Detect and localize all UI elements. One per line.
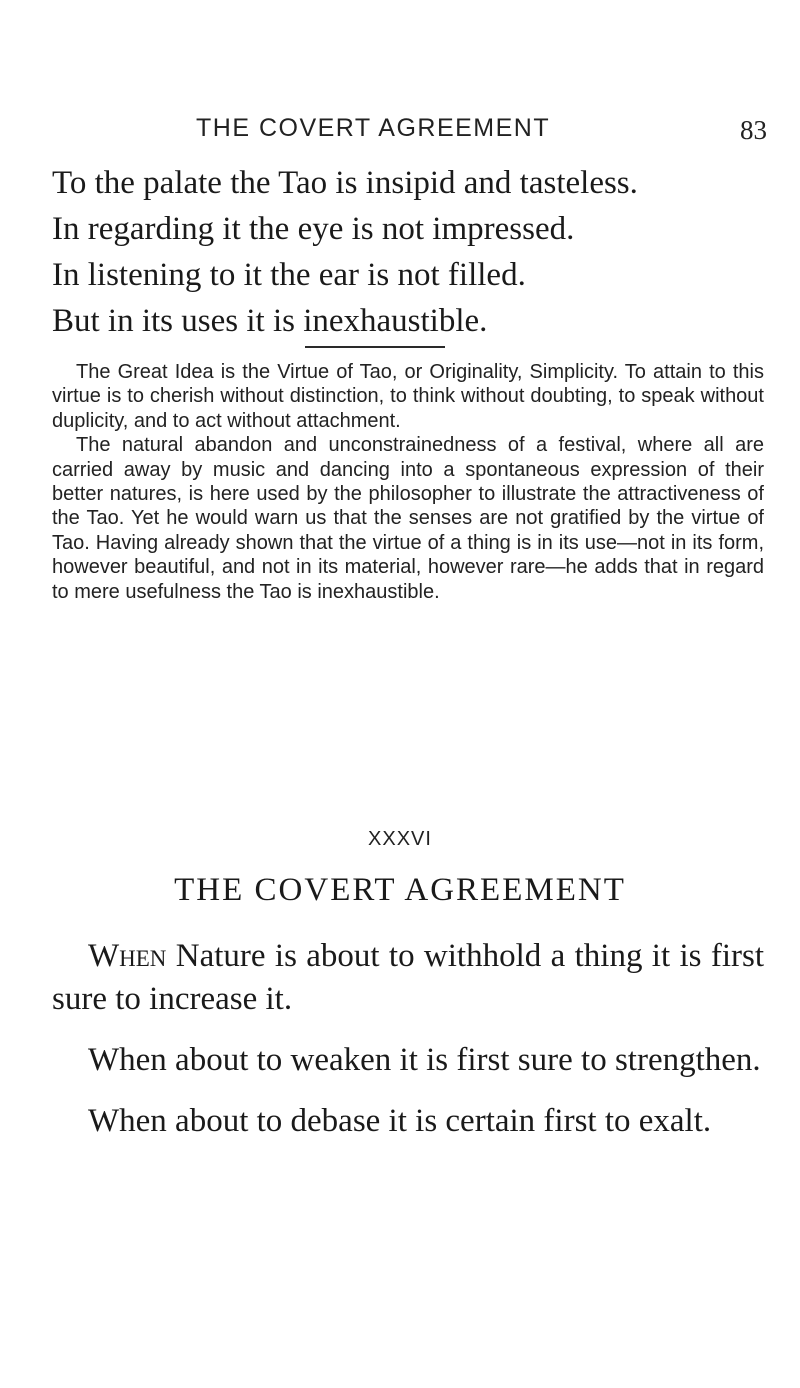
verse-block <box>52 160 772 344</box>
chapter-first-word: When <box>88 938 167 974</box>
verse-line: But in its uses it is inexhaustible. <box>52 303 488 339</box>
chapter-body <box>52 935 764 1161</box>
verse-line: In listening to it the ear is not filled. <box>52 257 526 293</box>
commentary <box>52 360 764 604</box>
chapter-first-paragraph-text: Nature is about to withhold a thing it is first sure to increase it. <box>52 938 764 1017</box>
running-title: THE COVERT AGREEMENT <box>196 114 551 142</box>
chapter-paragraph <box>52 935 764 1021</box>
verse-line: In regarding it the eye is not impressed. <box>52 211 575 247</box>
verse-line: To the palate the Tao is insipid and tasteless. <box>52 165 638 201</box>
section-divider <box>305 346 445 348</box>
commentary-paragraph: The Great Idea is the Virtue of Tao, or Originality, Simplicity. To attain to this virtue is to cherish without distinction, to think without doubting, to speak without duplicity, and to act without attachment. <box>52 361 764 432</box>
page-number: 83 <box>740 115 767 145</box>
chapter-title: THE COVERT AGREEMENT <box>174 872 626 908</box>
commentary-paragraph: The natural abandon and unconstrainedness of a festival, where all are carried away by music and dancing into a spontaneous expression of their better natures, is here used by the philosopher to illustrate the attractiveness of the Tao. Yet he would warn us that the senses are not gratified by the virtue of Tao. Having already shown that the virtue of a thing is in its use—not in its form, however beautiful, and not in its material, however rare—he adds that in regard to mere usefulness the Tao is inexhaustible. <box>52 434 764 603</box>
chapter-number: XXXVI <box>368 828 432 850</box>
chapter-paragraph: When about to debase it is certain first to exalt. <box>88 1103 712 1139</box>
running-head <box>0 112 800 144</box>
chapter-paragraph: When about to weaken it is first sure to strengthen. <box>88 1042 761 1078</box>
